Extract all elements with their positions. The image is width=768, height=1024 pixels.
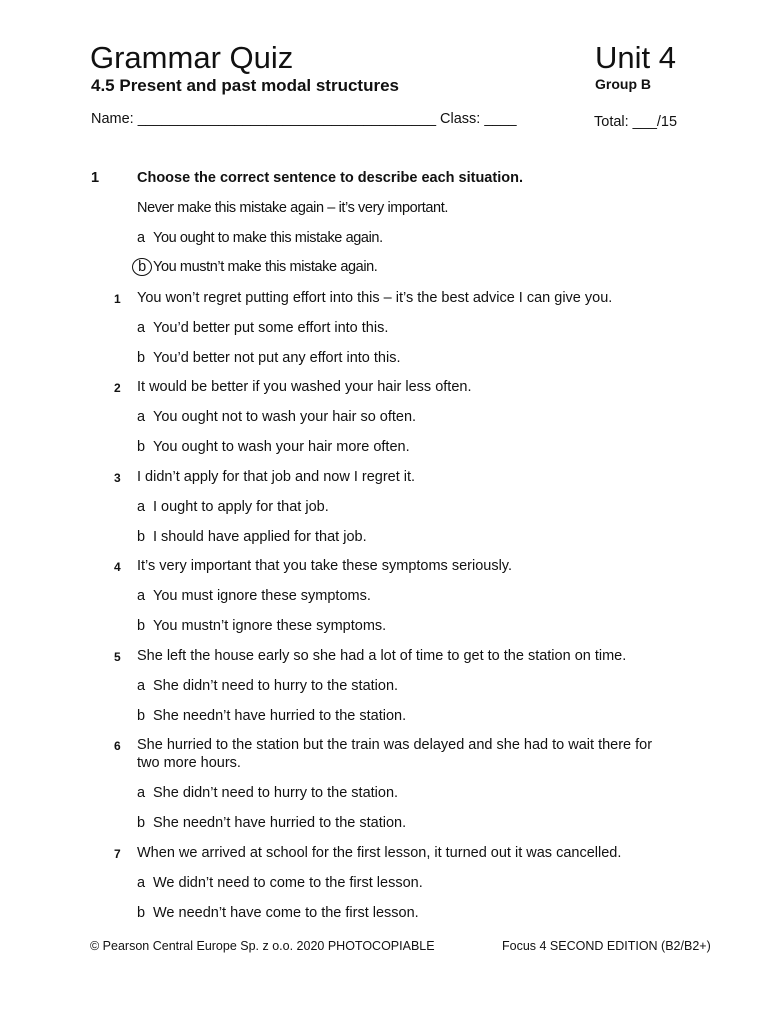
question-number: 7 — [114, 847, 121, 861]
option-b — [137, 438, 410, 456]
option-letter: a — [137, 875, 146, 891]
option-text: You ought to wash your hair more often. — [153, 439, 410, 455]
option-b — [137, 707, 406, 725]
option-letter: b — [137, 618, 146, 634]
option-text: We didn’t need to come to the first lesson. — [153, 875, 423, 891]
option-b — [137, 814, 406, 832]
option-letter: a — [137, 499, 146, 515]
option-text: You’d better not put any effort into this. — [153, 350, 401, 366]
option-text: We needn’t have come to the first lesson. — [153, 905, 419, 921]
quiz-title: Grammar Quiz — [90, 40, 294, 75]
option-a — [137, 408, 416, 426]
option-text: You mustn’t make this mistake again. — [153, 259, 378, 275]
option-letter: b — [137, 439, 146, 455]
option-a — [137, 784, 398, 802]
question-text: When we arrived at school for the first lesson, it turned out it was cancelled. — [137, 845, 622, 861]
question-text: It’s very important that you take these symptoms seriously. — [137, 558, 513, 574]
name-field: Name: _____________________________________ — [91, 111, 437, 127]
option-text: She didn’t need to hurry to the station. — [153, 678, 399, 694]
question-number: 1 — [114, 292, 121, 306]
example-option-a — [137, 229, 383, 247]
option-text: I should have applied for that job. — [153, 529, 367, 545]
option-letter: a — [137, 588, 146, 604]
option-text: I ought to apply for that job. — [153, 499, 329, 515]
option-letter: a — [137, 409, 146, 425]
option-a — [137, 319, 388, 337]
option-letter: a — [137, 678, 146, 694]
question-text: She hurried to the station but the train was delayed and she had to wait there for two more hours. — [137, 737, 653, 771]
option-b — [137, 349, 400, 367]
total-field: Total: ___/15 — [594, 114, 678, 130]
example-option-b — [137, 258, 377, 276]
option-letter: b — [137, 529, 146, 545]
question-number: 3 — [114, 471, 121, 485]
footer-edition: Focus 4 SECOND EDITION (B2/B2+) — [502, 939, 711, 953]
quiz-subtitle: 4.5 Present and past modal structures — [91, 76, 399, 95]
option-text: You ought not to wash your hair so often. — [153, 409, 417, 425]
option-a — [137, 498, 329, 516]
class-field: Class: ____ — [440, 111, 517, 127]
question-number: 5 — [114, 650, 121, 664]
question-text: It would be better if you washed your hair less often. — [137, 379, 472, 395]
option-text: She didn’t need to hurry to the station. — [153, 785, 399, 801]
question-number: 6 — [114, 739, 121, 753]
option-text: You ought to make this mistake again. — [153, 230, 383, 246]
option-letter: a — [137, 230, 145, 246]
exercise-instruction: Choose the correct sentence to describe each situation. — [137, 170, 523, 186]
option-text: You mustn’t ignore these symptoms. — [153, 618, 387, 634]
answer-circle: b — [132, 258, 152, 276]
option-b — [137, 617, 386, 635]
question-text: You won’t regret putting effort into this – it’s the best advice I can give you. — [137, 290, 613, 306]
option-text: You must ignore these symptoms. — [153, 588, 371, 604]
option-letter: b — [137, 905, 146, 921]
option-letter: b — [137, 815, 146, 831]
exercise-number: 1 — [91, 170, 100, 186]
question-number: 2 — [114, 381, 121, 395]
example-situation: Never make this mistake again – it’s very important. — [137, 200, 448, 216]
question-text: I didn’t apply for that job and now I regret it. — [137, 469, 416, 485]
option-letter: b — [137, 708, 146, 724]
option-a — [137, 874, 423, 892]
group-label: Group B — [595, 76, 651, 92]
option-a — [137, 677, 398, 695]
option-text: She needn’t have hurried to the station. — [153, 815, 407, 831]
footer-copyright: © Pearson Central Europe Sp. z o.o. 2020 PHOTOCOPIABLE — [90, 939, 435, 953]
option-letter: a — [137, 320, 146, 336]
option-text: She needn’t have hurried to the station. — [153, 708, 407, 724]
option-b — [137, 904, 419, 922]
option-text: You’d better put some effort into this. — [153, 320, 389, 336]
option-b — [137, 528, 367, 546]
option-letter: b — [137, 350, 146, 366]
question-number: 4 — [114, 560, 121, 574]
option-letter: a — [137, 785, 146, 801]
unit-label: Unit 4 — [595, 40, 676, 75]
question-text: She left the house early so she had a lot of time to get to the station on time. — [137, 648, 627, 664]
option-a — [137, 587, 371, 605]
